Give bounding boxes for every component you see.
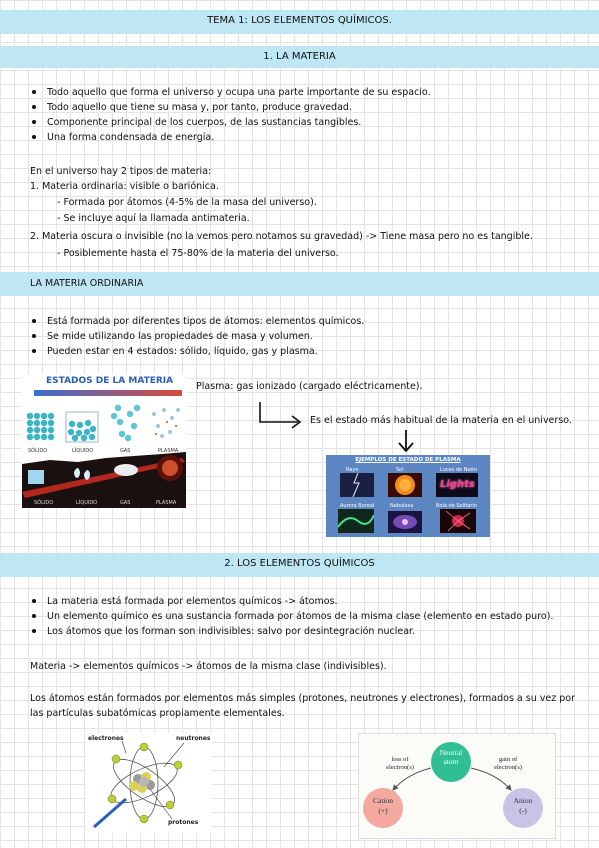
list-item: Un elemento químico es una sustancia formada por átomos de la misma clase (elemento en estado puro). xyxy=(30,609,553,624)
page-title: TEMA 1: LOS ELEMENTOS QUÍMICOS. xyxy=(207,15,392,26)
plasma-example-label: Rayo xyxy=(346,467,359,473)
states-figure-title: ESTADOS DE LA MATERIA xyxy=(46,376,174,386)
cation-label xyxy=(363,796,403,816)
header-band xyxy=(0,10,599,34)
list-item: Una forma condensada de energía. xyxy=(30,130,431,145)
plasma-figure-title: EJEMPLOS DE ESTADO DE PLASMA xyxy=(355,457,461,463)
state-label: LÍQUIDO xyxy=(76,500,98,506)
ordinaria-bullet-list xyxy=(30,314,364,359)
atom-label-electrons: electrones xyxy=(88,735,124,742)
gain-line: electron(s) xyxy=(494,764,522,771)
list-item: Todo aquello que tiene su masa y, por tanto, produce gravedad. xyxy=(30,100,431,115)
loss-label xyxy=(375,756,425,772)
aurora-photo xyxy=(338,509,374,533)
list-item: Todo aquello que forma el universo y ocupa una parte importante de su espacio. xyxy=(30,85,431,100)
cation-line: Cation xyxy=(373,796,393,805)
ordinaria-band xyxy=(0,272,599,296)
states-figure-graphics xyxy=(22,374,186,508)
ion-diagram-figure xyxy=(358,733,556,839)
section-1-band xyxy=(0,46,599,68)
plasma-example-label: Sol xyxy=(396,467,404,473)
state-label: SÓLIDO xyxy=(34,500,54,506)
list-item: Pueden estar en 4 estados: sólido, líquido, gas y plasma. xyxy=(30,344,364,359)
loss-line: electron(s) xyxy=(386,764,414,771)
plasma-example-label: Bola de Solitario xyxy=(436,503,477,509)
materia-chain-line: Materia -> elementos químicos -> átomos de la misma clase (indivisibles). xyxy=(30,661,387,672)
sun-photo xyxy=(388,473,422,497)
states-of-matter-figure xyxy=(22,374,186,508)
arrow-note: Es el estado más habitual de la materia en el universo. xyxy=(310,415,572,426)
section-2-band xyxy=(0,553,599,577)
atom-label-neutrons: neutrones xyxy=(176,735,211,742)
plasma-example-label: Luces de Neón xyxy=(440,467,477,473)
list-item: Componente principal de los cuerpos, de las sustancias tangibles. xyxy=(30,115,431,130)
anion-line: Anion xyxy=(513,796,533,805)
down-arrow-icon xyxy=(396,428,416,454)
lightning-photo xyxy=(340,473,374,497)
neutral-atom-line: Neutral xyxy=(439,748,463,757)
cation-line: (+) xyxy=(378,806,388,815)
gain-line: gain of xyxy=(498,756,518,763)
elementos-bullet-list xyxy=(30,594,553,639)
dark-matter-subitem: - Posiblemente hasta el 75-80% de la materia del universo. xyxy=(57,248,339,259)
atom-label-protons: protones xyxy=(168,819,199,826)
plasma-ball-photo xyxy=(440,509,476,533)
state-label: PLASMA xyxy=(158,448,179,454)
list-item: Está formada por diferentes tipos de átomos: elementos químicos. xyxy=(30,314,364,329)
atom-diagram xyxy=(86,733,212,833)
atoms-paragraph-line: Los átomos están formados por elementos más simples (protones, neutrones y electrones), formados a su vez por xyxy=(30,693,575,704)
section-1-title: 1. LA MATERIA xyxy=(263,51,336,62)
plasma-note: Plasma: gas ionizado (cargado eléctricamente). xyxy=(196,381,423,392)
state-label: GAS xyxy=(120,500,131,506)
ordinary-matter-item: 1. Materia ordinaria: visible o bariónica. xyxy=(30,181,219,192)
atom-figure xyxy=(86,733,212,833)
list-item: Se mide utilizando las propiedades de masa y volumen. xyxy=(30,329,364,344)
materia-types-intro: En el universo hay 2 tipos de materia: xyxy=(30,166,212,177)
atoms-paragraph-line: las partículas subatómicas propiamente elementales. xyxy=(30,708,285,719)
ordinaria-title: LA MATERIA ORDINARIA xyxy=(30,278,144,289)
nebula-photo xyxy=(388,511,422,533)
state-label: PLASMA xyxy=(156,500,177,506)
anion-label xyxy=(503,796,543,816)
plasma-example-label: Aurora Boreal xyxy=(340,503,375,509)
elbow-arrow-icon xyxy=(256,400,306,430)
neutral-atom-line: atom xyxy=(443,757,459,766)
state-label: GAS xyxy=(120,448,131,454)
state-label: SÓLIDO xyxy=(28,448,48,454)
neutral-atom-label xyxy=(431,748,471,766)
plasma-example-label: Nebulosa xyxy=(390,503,414,509)
state-label: LÍQUIDO xyxy=(72,448,94,454)
gain-label xyxy=(483,756,533,772)
dark-matter-item: 2. Materia oscura o invisible (no la vemos pero notamos su gravedad) -> Tiene masa pero no es tangible. xyxy=(30,231,533,242)
loss-line: loss of xyxy=(391,756,409,763)
list-item: La materia está formada por elementos químicos -> átomos. xyxy=(30,594,553,609)
anion-line: (-) xyxy=(519,806,527,815)
plasma-examples-figure xyxy=(326,455,490,537)
neon-lights-text: Lights xyxy=(440,479,475,490)
list-item: Los átomos que los forman son indivisibles: salvo por desintegración nuclear. xyxy=(30,624,553,639)
section-2-title: 2. LOS ELEMENTOS QUÍMICOS xyxy=(224,558,375,569)
materia-bullet-list xyxy=(30,85,431,145)
neon-lights-photo xyxy=(436,473,478,497)
ordinary-matter-subitem: - Se incluye aquí la llamada antimateria. xyxy=(57,213,250,224)
ordinary-matter-subitem: - Formada por átomos (4-5% de la masa del universo). xyxy=(57,197,317,208)
